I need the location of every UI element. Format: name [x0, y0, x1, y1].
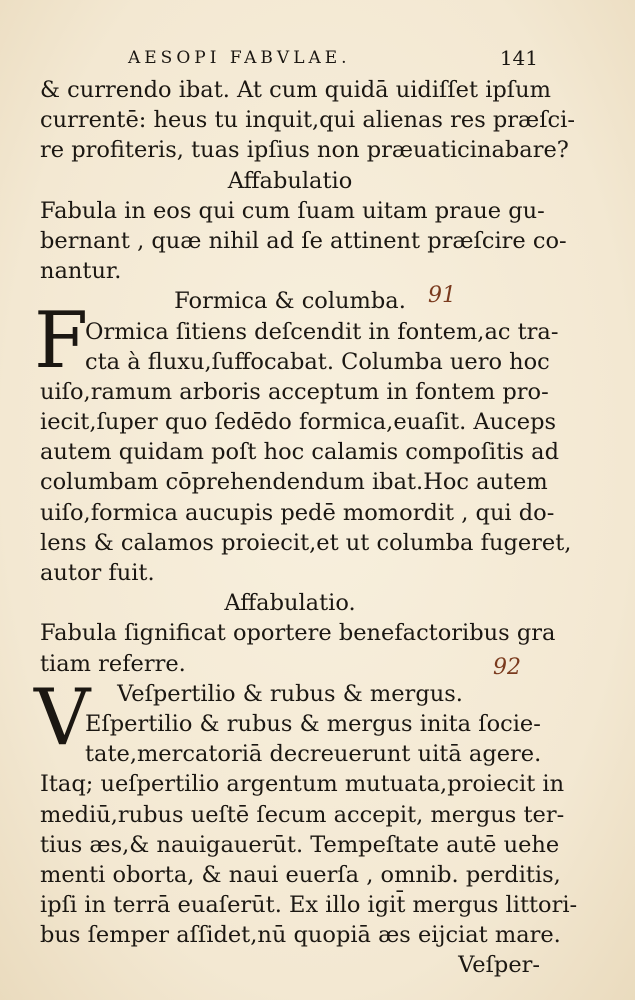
text-line: autem quidam poſt hoc calamis compoſitis ad [40, 439, 559, 466]
text-line: Ormica ſitiens deſcendit in fontem,ac tra- [85, 318, 559, 345]
text-line: bernant , quæ nihil ad ſe attinent præſcire co- [40, 227, 567, 254]
text-line: columbam cōprehendendum ibat.Hoc autem [40, 469, 548, 496]
section-heading-affabulatio: Affabulatio [227, 167, 353, 194]
catchword: Veſper- [458, 952, 540, 979]
text-line: nantur. [40, 258, 122, 285]
text-line: lens & calamos proiecit,et ut columba fugeret, [40, 529, 572, 556]
running-title: AESOPI FABVLAE. [128, 48, 351, 68]
drop-cap-v: V [34, 673, 91, 763]
text-line: uiſo,formica aucupis pedē momordit , qui do- [40, 499, 555, 526]
text-line: tius æs,& nauigauerūt. Tempeſtate autē uehe [40, 831, 560, 858]
fable-title-formica: Formica & columba. [174, 288, 406, 315]
text-line: iecit,ſuper quo ſedēdo formica,euaſit. Auceps [40, 409, 557, 436]
text-line: Fabula in eos qui cum ſuam uitam praue gu- [40, 197, 545, 224]
text-line: mediū,rubus ueſtē ſecum accepit, mergus ter- [40, 801, 565, 828]
text-line: menti oborta, & naui euerſa , omnib. perditis, [40, 861, 561, 888]
text-line: Eſpertilio & rubus & mergus inita ſocie- [85, 710, 541, 737]
text-line: re profiteris, tuas ipſius non præuaticinabare? [40, 137, 569, 164]
text-line: uiſo,ramum arboris acceptum in fontem pro- [40, 378, 549, 405]
text-line: tiam referre. [40, 650, 186, 677]
text-line: autor fuit. [40, 560, 155, 586]
text-line: currentē: heus tu inquit,qui alienas res præſci- [40, 107, 575, 134]
drop-cap-f: F [34, 296, 89, 386]
text-line: tate,mercatoriā decreuerunt uitā agere. [85, 741, 542, 768]
text-line: & currendo ibat. At cum quidā uidiſſet ipſum [40, 77, 551, 103]
running-header [128, 44, 538, 74]
text-block [40, 75, 578, 981]
handwritten-annotation: 92 [493, 655, 521, 680]
page-number: 141 [499, 46, 538, 70]
text-line: bus ſemper aſſidet,nū quopiā æs eijciat mare. [40, 922, 561, 949]
handwritten-annotation: 91 [428, 283, 456, 308]
fable-title-vespertilio: Veſpertilio & rubus & mergus. [117, 680, 463, 707]
text-line: Fabula ſignificat oportere benefactoribus gra [40, 620, 556, 647]
text-line: cta à fluxu,ſuffocabat. Columba uero hoc [85, 348, 550, 375]
text-line: ipſi in terrā euaſerūt. Ex illo igit̄ mergus littori- [40, 892, 578, 919]
section-heading-affabulatio: Affabulatio. [224, 590, 356, 617]
text-line: Itaq; ueſpertilio argentum mutuata,proiecit in [40, 771, 565, 798]
